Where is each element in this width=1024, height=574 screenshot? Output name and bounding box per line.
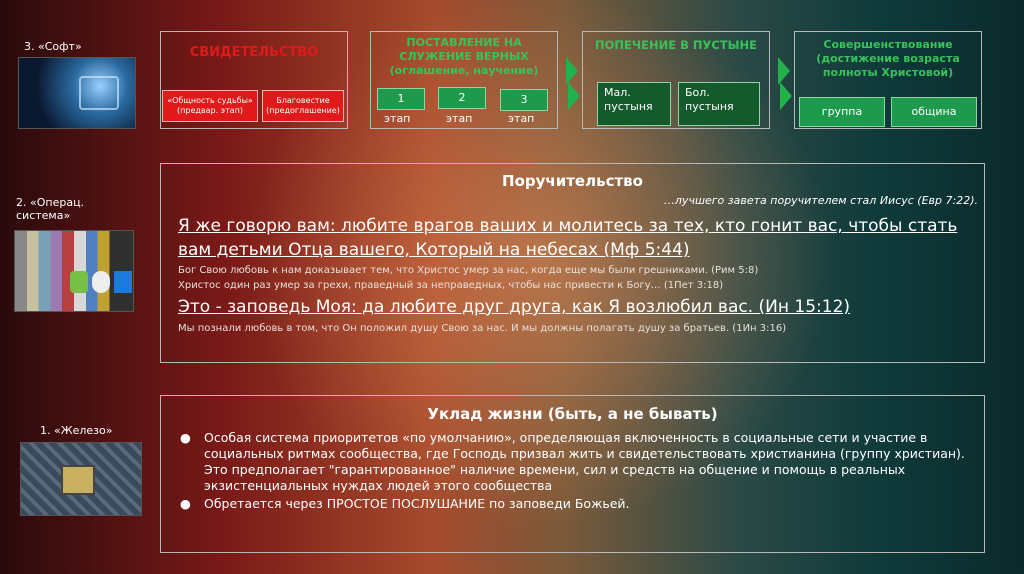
step-2-label: этап	[446, 112, 473, 125]
layer-label-soft: 3. «Софт»	[24, 40, 82, 53]
arrow-right-icon	[778, 57, 790, 85]
step-2-button[interactable]: 2	[438, 87, 486, 109]
cpu-icon	[61, 465, 95, 495]
layer-label-os: 2. «Операц. система»	[16, 196, 85, 222]
scripture-link-mt[interactable]: Я же говорю вам: любите врагов ваших и молитесь за тех, кто гонит вас, чтобы стать вам детьми Отца вашего, Который на небесах (Мф 5:44)	[178, 216, 958, 260]
lifestyle-list	[180, 430, 970, 512]
small-desert-box[interactable]: Мал. пустыня	[597, 82, 671, 126]
apple-icon	[92, 271, 110, 293]
bullet-icon: ●	[180, 496, 191, 511]
step-1-label: этап	[384, 112, 411, 125]
step-1-button[interactable]: 1	[377, 88, 425, 110]
witness-title: СВИДЕТЕЛЬСТВО	[189, 45, 319, 60]
arrow-right-icon	[566, 57, 578, 85]
lifestyle-title: Уклад жизни (быть, а не бывать)	[427, 405, 718, 423]
scripture-1jn: Мы познали любовь в том, что Он положил душу Свою за нас. И мы должны полагать душу за братьев. (1Ин 3:16)	[178, 323, 787, 334]
gospel-button[interactable]: Благовестие (предоглашение)	[262, 90, 344, 122]
list-item	[180, 496, 970, 512]
perfection-title: Совершенствование (достижение возраста полноты Христовой)	[816, 38, 960, 79]
layer-label-hardware: 1. «Железо»	[40, 424, 113, 437]
list-item-text: Обретается через ПРОСТОЕ ПОСЛУШАНИЕ по заповеди Божьей.	[204, 496, 630, 511]
arrow-right-icon	[568, 82, 580, 110]
group-button[interactable]: группа	[799, 97, 885, 127]
bullet-icon: ●	[180, 430, 191, 445]
community-button[interactable]: община	[891, 97, 977, 127]
scripture-1pet: Христос один раз умер за грехи, праведный за неправедных, чтобы нас привести к Богу… (1Пет 3:18)	[178, 280, 724, 291]
scripture-link-jn[interactable]: Это - заповедь Моя: да любите друг друга, как Я возлюбил вас. (Ин 15:12)	[178, 297, 851, 317]
software-image	[18, 57, 136, 129]
big-desert-box[interactable]: Бол. пустыня	[678, 82, 760, 126]
windows-icon	[114, 271, 132, 293]
community-of-fate-button[interactable]: «Общность судьбы» (предвар. этап)	[162, 90, 258, 122]
care-title: ПОПЕЧЕНИЕ В ПУСТЫНЕ	[594, 38, 758, 52]
tablet-icon	[79, 76, 119, 110]
ordination-title: ПОСТАВЛЕНИЕ НА СЛУЖЕНИЕ ВЕРНЫХ (оглашение, научение)	[389, 36, 539, 77]
guarantee-title: Поручительство	[502, 172, 643, 190]
scripture-rom: Бог Свою любовь к нам доказывает тем, что Христос умер за нас, когда еще мы были грешниками. (Рим 5:8)	[178, 265, 759, 276]
list-item	[180, 430, 970, 494]
os-image	[14, 230, 134, 312]
arrow-right-icon	[780, 82, 792, 110]
android-icon	[70, 271, 88, 293]
list-item-text: Особая система приоритетов «по умолчанию», определяющая включенность в социальные сети и участие в социальных ритмах сообщества, где Господь призвал жить и свидетельствовать христианина (группу христиан). Это предполагает "гарантированное" наличие времени, сил и средств на общение и помощь в реальных экзистенциальных нуждах людей этого сообщества	[204, 430, 965, 493]
guarantee-quote: …лучшего завета поручителем стал Иисус (Евр 7:22).	[663, 194, 978, 207]
step-3-label: этап	[508, 112, 535, 125]
step-3-button[interactable]: 3	[500, 89, 548, 111]
hardware-image	[20, 442, 142, 516]
